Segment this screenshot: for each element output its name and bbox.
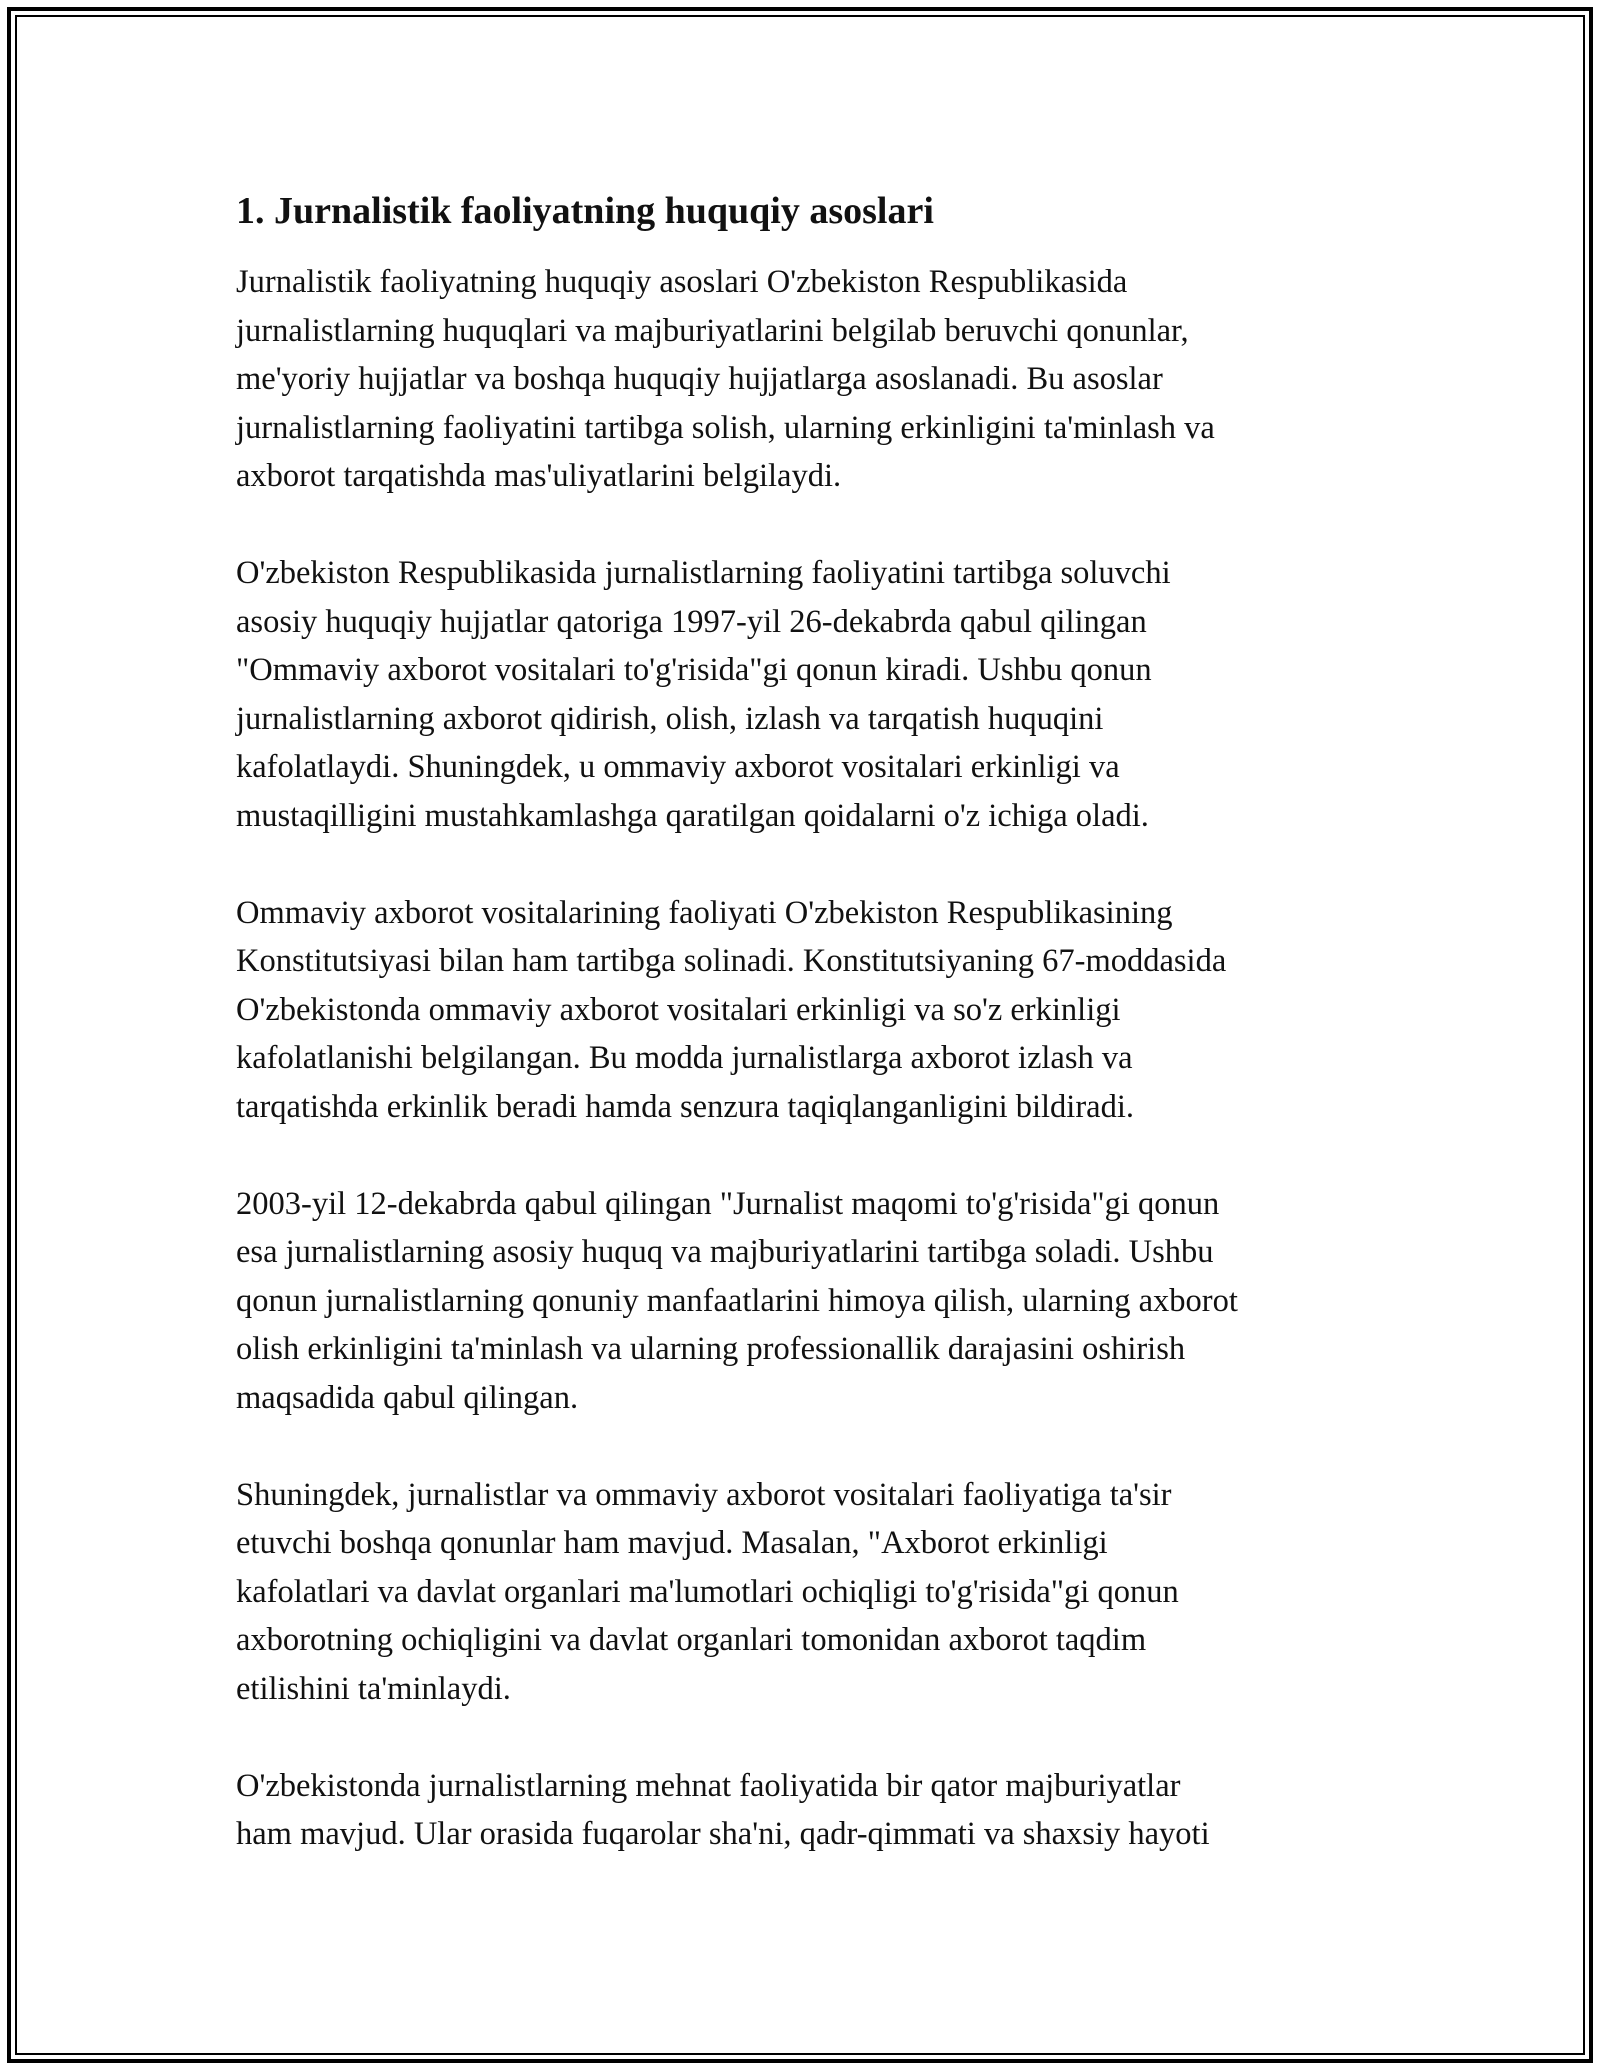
paragraph-line: axborot tarqatishda mas'uliyatlarini belgilaydi. xyxy=(236,458,842,494)
paragraph-line: me'yoriy hujjatlar va boshqa huquqiy hujjatlarga asoslanadi. Bu asoslar xyxy=(236,361,1163,397)
paragraph-3 xyxy=(236,889,1376,1132)
paragraph-line: Jurnalistik faoliyatning huquqiy asoslari O'zbekiston Respublikasida xyxy=(236,264,1128,300)
paragraph-4 xyxy=(236,1180,1376,1423)
paragraph-line: olish erkinligini ta'minlash va ularning professionallik darajasini oshirish xyxy=(236,1331,1186,1367)
paragraph-line: etilishini ta'minlaydi. xyxy=(236,1670,511,1707)
paragraph-line: 2003-yil 12-dekabrda qabul qilingan "Jurnalist maqomi to'g'risida"gi qonun xyxy=(236,1185,1220,1222)
paragraph-line: "Ommaviy axborot vositalari to'g'risida"gi qonun kiradi. Ushbu qonun xyxy=(236,652,1152,688)
paragraph-line: mustaqilligini mustahkamlashga qaratilgan qoidalarni o'z ichiga oladi. xyxy=(236,797,1149,834)
paragraph-line: tarqatishda erkinlik beradi hamda senzura taqiqlanganligini bildiradi. xyxy=(236,1088,1134,1125)
paragraph-1 xyxy=(236,258,1376,501)
paragraph-line: Shuningdek, jurnalistlar va ommaviy axborot vositalari faoliyatiga ta'sir xyxy=(236,1476,1172,1513)
paragraph-line: axborotning ochiqligini va davlat organlari tomonidan axborot taqdim xyxy=(236,1622,1147,1658)
paragraph-2 xyxy=(236,549,1376,840)
paragraph-line: jurnalistlarning huquqlari va majburiyatlarini belgilab beruvchi qonunlar, xyxy=(236,312,1189,349)
paragraph-line: kafolatlari va davlat organlari ma'lumotlari ochiqligi to'g'risida"gi qonun xyxy=(236,1573,1179,1610)
paragraph-line: O'zbekiston Respublikasida jurnalistlarning faoliyatini tartibga soluvchi xyxy=(236,555,1171,591)
paragraph-line: etuvchi boshqa qonunlar ham mavjud. Masalan, "Axborot erkinligi xyxy=(236,1525,1108,1561)
document-body xyxy=(236,186,1376,1859)
paragraph-line: asosiy huquqiy hujjatlar qatoriga 1997-yil 26-dekabrda qabul qilingan xyxy=(236,603,1147,640)
paragraph-line: O'zbekistonda ommaviy axborot vositalari erkinligi va so'z erkinligi xyxy=(236,991,1121,1028)
paragraph-6 xyxy=(236,1762,1376,1859)
paragraph-line: qonun jurnalistlarning qonuniy manfaatlarini himoya qilish, ularning axborot xyxy=(236,1282,1238,1319)
paragraph-line: Konstitutsiyasi bilan ham tartibga solinadi. Konstitutsiyaning 67-moddasida xyxy=(236,943,1227,979)
paragraph-line: jurnalistlarning axborot qidirish, olish, izlash va tarqatish huquqini xyxy=(236,700,1104,737)
paragraph-line: maqsadida qabul qilingan. xyxy=(236,1379,579,1416)
paragraph-line: ham mavjud. Ular orasida fuqarolar sha'ni, qadr-qimmati va shaxsiy hayoti xyxy=(236,1816,1210,1852)
paragraph-line: Ommaviy axborot vositalarining faoliyati O'zbekiston Respublikasining xyxy=(236,894,1173,931)
paragraph-line: esa jurnalistlarning asosiy huquq va majburiyatlarini tartibga soladi. Ushbu xyxy=(236,1234,1214,1270)
paragraph-line: O'zbekistonda jurnalistlarning mehnat faoliyatida bir qator majburiyatlar xyxy=(236,1767,1181,1804)
section-heading: 1. Jurnalistik faoliyatning huquqiy asoslari xyxy=(236,190,934,232)
paragraph-line: jurnalistlarning faoliyatini tartibga solish, ularning erkinligini ta'minlash va xyxy=(236,409,1215,446)
paragraph-line: kafolatlanishi belgilangan. Bu modda jurnalistlarga axborot izlash va xyxy=(236,1040,1133,1076)
paragraph-line: kafolatlaydi. Shuningdek, u ommaviy axborot vositalari erkinligi va xyxy=(236,749,1120,785)
paragraph-5 xyxy=(236,1471,1376,1714)
